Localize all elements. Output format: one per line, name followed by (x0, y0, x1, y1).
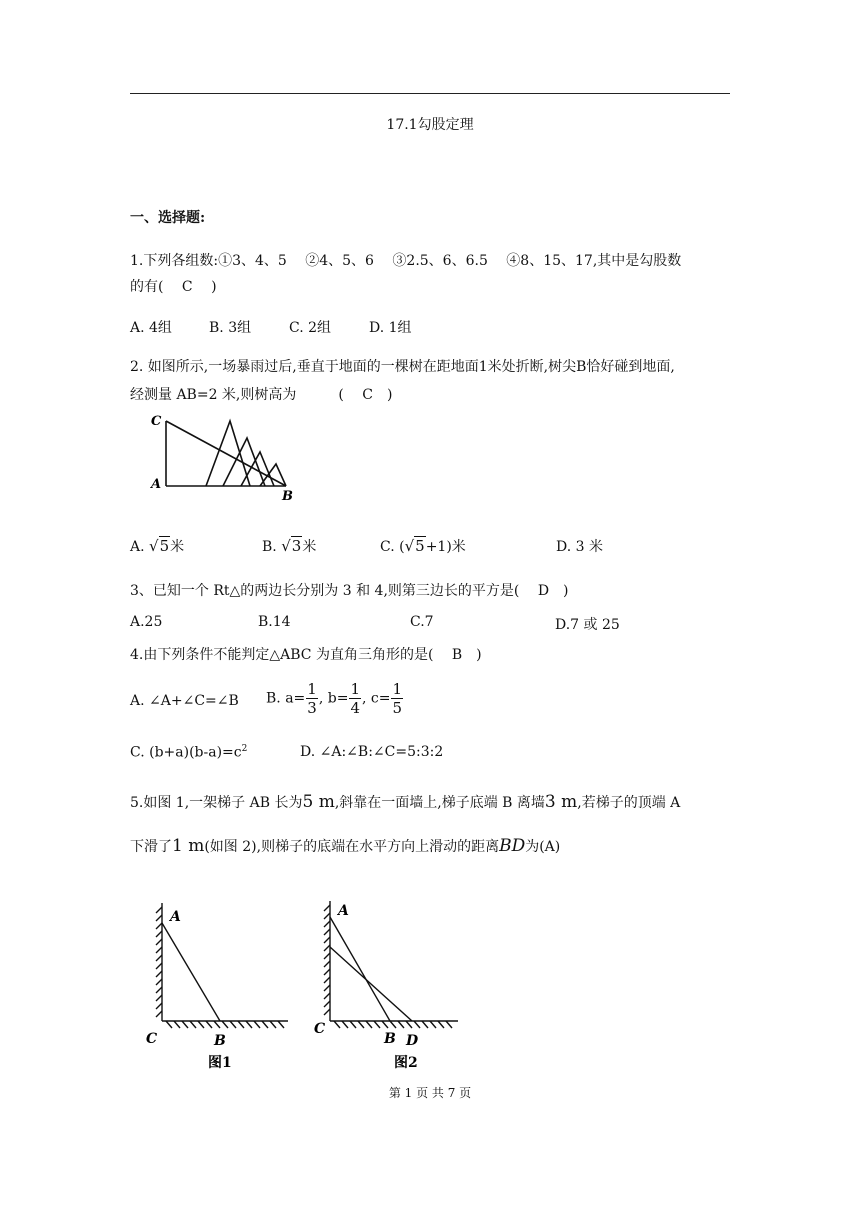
q2-option-c-radicand: 5 (415, 537, 425, 555)
ladder-before-line (330, 917, 390, 1021)
q4-frac-a-sep: , (318, 690, 324, 707)
q2-option-c-post: +1)米 (425, 539, 466, 555)
q3-option-d: D.7 或 25 (555, 617, 620, 633)
fig2-label-a: A (338, 903, 349, 919)
q4-option-d: D. ∠A:∠B:∠C=5:3:2 (300, 744, 444, 760)
sqrt-symbol: √3 (281, 537, 302, 555)
floor-hatching (166, 1021, 284, 1028)
q5-line2 (130, 836, 560, 856)
q4-frac-c-prefix: c= (370, 690, 391, 707)
label-b: B (282, 489, 293, 503)
q1-line1: 1.下列各组数:①3、4、5 ②4、5、6 ③2.5、6、6.5 ④8、15、17,其中是勾股数 (130, 253, 682, 269)
q4-frac-a-prefix: a= (285, 690, 306, 707)
q2-option-a-radicand: 5 (159, 537, 170, 555)
fig1-label-c: C (146, 1031, 158, 1047)
fraction-c-den: 5 (392, 699, 403, 717)
q2-line2: 经测量 AB=2 米,则树高为 ( C ) (130, 387, 393, 403)
q5-figure-1 (140, 895, 300, 1075)
q2-option-b-unit: 米 (302, 539, 317, 555)
q5-line1 (130, 792, 680, 812)
triangle-3 (241, 452, 274, 486)
fig2-label-b: B (384, 1031, 396, 1047)
q4-option-c-text: C. (b+a)(b-a)=c (130, 744, 242, 761)
fraction-c (391, 680, 403, 717)
page-footer: 第 1 页 共 7 页 (388, 1086, 472, 1100)
q5-l2b: 1 m (172, 836, 205, 856)
q2-option-b-radicand: 3 (291, 537, 302, 555)
q1-option-a: A. 4组 (130, 320, 172, 336)
q1-option-c: C. 2组 (289, 320, 332, 336)
q3-line1: 3、已知一个 Rt△的两边长分别为 3 和 4,则第三边长的平方是( D ) (130, 583, 569, 599)
sqrt-symbol: √5 (149, 537, 170, 555)
q3-option-c: C.7 (410, 614, 434, 630)
q3-option-b: B.14 (258, 614, 291, 630)
q2-option-d: D. 3 米 (556, 539, 603, 555)
q2-option-a-letter: A. (130, 539, 145, 555)
q5-l1e: ,若梯子的顶端 A (577, 795, 681, 811)
fig1-caption: 图1 (208, 1055, 232, 1071)
q2-option-a (130, 536, 184, 556)
q2-option-c-letter: C. (380, 539, 395, 555)
q2-option-c-pre: ( (399, 539, 405, 555)
q1-line2: 的有( C ) (130, 279, 217, 295)
q5-l2e: 为(A) (525, 839, 561, 855)
q1-option-b: B. 3组 (209, 320, 252, 336)
wall-hatching (324, 905, 330, 1015)
floor-hatching (334, 1021, 452, 1028)
q5-l1b: 5 m (302, 792, 335, 812)
q2-tree-figure (148, 408, 308, 503)
q4-option-a: A. ∠A+∠C=∠B (130, 693, 239, 709)
wall-hatching (156, 907, 162, 1017)
q3-option-a: A.25 (130, 614, 163, 630)
fraction-c-num: 1 (392, 680, 403, 698)
label-a: A (151, 477, 162, 492)
fig2-caption: 图2 (394, 1055, 418, 1071)
q1-option-d: D. 1组 (369, 320, 412, 336)
q5-l1d: 3 m (544, 792, 578, 812)
q4-frac-b-sep: , (361, 690, 367, 707)
q5-l2c: (如图 2),则梯子的底端在水平方向上滑动的距离 (204, 839, 500, 855)
q2-option-b (262, 536, 316, 556)
fraction-a (306, 680, 318, 717)
fraction-b (349, 680, 361, 717)
fig1-label-a: A (170, 909, 181, 925)
triangle-2 (223, 438, 265, 486)
q2-option-a-unit: 米 (170, 539, 185, 555)
q2-line1: 2. 如图所示,一场暴雨过后,垂直于地面的一棵树在距地面1米处折断,树尖B恰好碰到地面, (130, 359, 675, 375)
fraction-b-den: 4 (350, 699, 360, 717)
q5-l2a: 下滑了 (130, 839, 172, 855)
q2-option-c (380, 536, 466, 556)
q4-option-c (130, 744, 247, 761)
fig2-label-d: D (406, 1033, 419, 1049)
label-c: C (151, 414, 162, 429)
q5-figure-2 (308, 895, 468, 1075)
fig1-label-b: B (214, 1033, 226, 1049)
q4-option-b (266, 680, 404, 717)
q5-l1a: 5.如图 1,一架梯子 AB 长为 (130, 795, 303, 811)
fig2-label-c: C (314, 1021, 326, 1037)
q5-l2d: BD (499, 836, 526, 856)
q4-option-b-letter: B. (266, 690, 281, 707)
q4-frac-b-prefix: b= (327, 690, 349, 707)
ladder-after-line (330, 947, 412, 1021)
ladder-line (162, 923, 220, 1021)
header-rule (130, 93, 730, 94)
fraction-a-den: 3 (307, 699, 317, 717)
fraction-b-num: 1 (350, 680, 360, 698)
page-title: 17.1勾股定理 (386, 117, 474, 133)
q4-option-c-exponent: 2 (241, 744, 248, 754)
fraction-a-num: 1 (307, 680, 317, 698)
q4-line1: 4.由下列条件不能判定△ABC 为直角三角形的是( B ) (130, 647, 482, 663)
sqrt-symbol: √5 (404, 537, 425, 555)
q2-option-b-letter: B. (262, 539, 277, 555)
q5-l1c: ,斜靠在一面墙上,梯子底端 B 离墙 (334, 795, 545, 811)
section-heading: 一、选择题: (130, 210, 206, 226)
